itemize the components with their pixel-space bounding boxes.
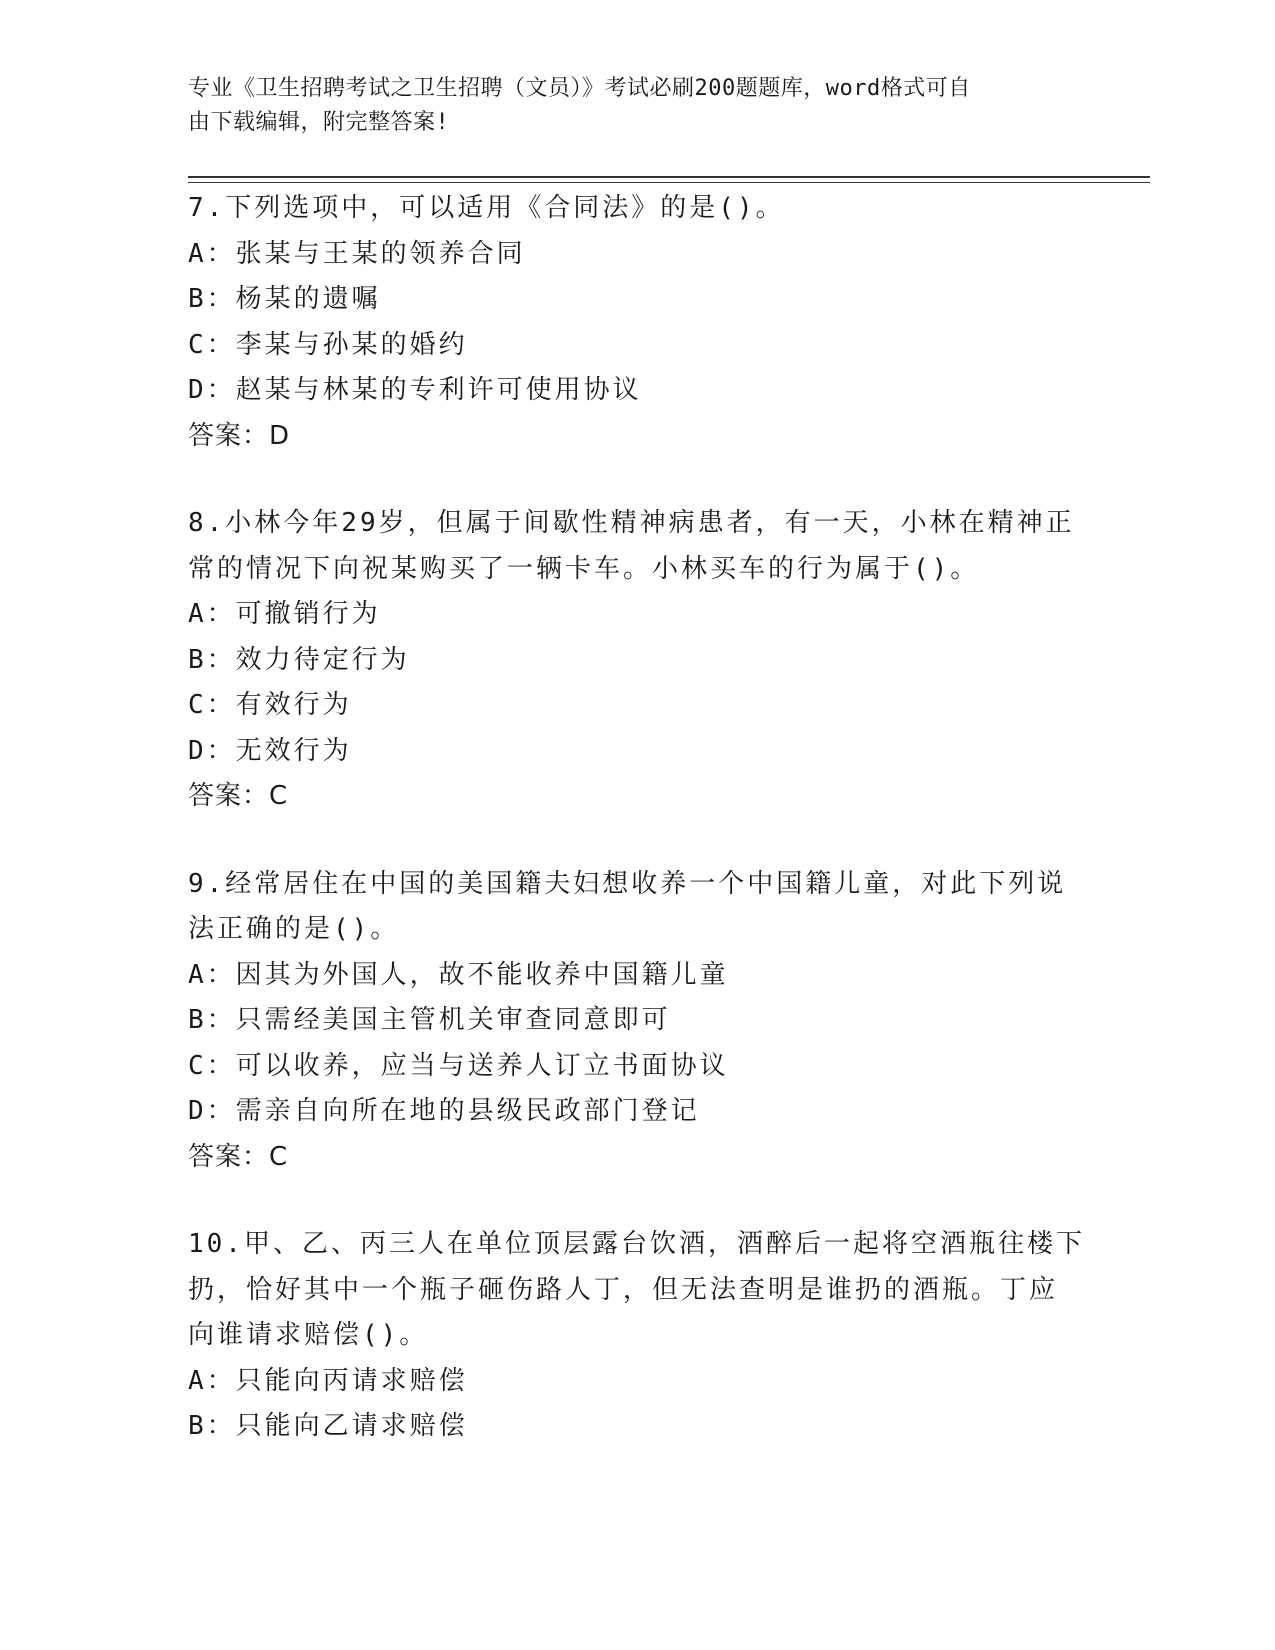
question-option: B：效力待定行为: [188, 644, 410, 675]
question-option: A：可撤销行为: [188, 599, 381, 629]
question-option: A：张某与王某的领养合同: [188, 238, 526, 269]
question-stem-line: 向谁请求赔偿()。: [188, 1320, 429, 1350]
question-stem-line: 9.经常居住在中国的美国籍夫妇想收养一个中国籍儿童，对此下列说: [188, 868, 1067, 899]
question-stem-line: 常的情况下向祝某购买了一辆卡车。小林买车的行为属于()。: [188, 553, 980, 584]
question-block: [188, 501, 1075, 820]
question-option: A：因其为外国人，故不能收养中国籍儿童: [188, 959, 729, 990]
question-block: [188, 862, 1068, 1181]
question-option: C：可以收养，应当与送养人订立书面协议: [188, 1050, 729, 1081]
question-option: B：只能向乙请求赔偿: [188, 1411, 468, 1441]
question-option: A：只能向丙请求赔偿: [188, 1365, 468, 1396]
question-option: D：赵某与林某的专利许可使用协议: [188, 375, 642, 405]
question-stem-line: 法正确的是()。: [188, 914, 400, 944]
question-option: D：需亲自向所在地的县级民政部门登记: [188, 1096, 700, 1126]
question-option: B：只需经美国主管机关审查同意即可: [188, 1005, 671, 1035]
question-option: C：李某与孙某的婚约: [188, 329, 468, 360]
question-block: [188, 1222, 1085, 1450]
header-line-1: 专业《卫生招聘考试之卫生招聘（文员）》考试必刷200题题库，word格式可自: [188, 76, 971, 101]
header-line-2: 由下载编辑，附完整答案!: [188, 110, 450, 135]
question-option: C：有效行为: [188, 690, 352, 720]
question-option: B：杨某的遗嘱: [188, 284, 381, 314]
question-stem-line: 10.甲、乙、丙三人在单位顶层露台饮酒，酒醉后一起将空酒瓶往楼下: [188, 1229, 1085, 1259]
question-answer: 答案：C: [188, 781, 289, 811]
question-option: D：无效行为: [188, 735, 352, 766]
question-stem-line: 7.下列选项中，可以适用《合同法》的是()。: [188, 193, 785, 223]
header-divider: [188, 176, 1150, 178]
question-stem-line: 扔，恰好其中一个瓶子砸伤路人丁，但无法查明是谁扔的酒瓶。丁应: [188, 1274, 1059, 1305]
question-list: [188, 186, 1085, 1492]
question-stem-line: 8.小林今年29岁，但属于间歇性精神病患者，有一天，小林在精神正: [188, 508, 1075, 538]
header-divider-thin: [188, 182, 1150, 183]
document-header: [188, 72, 1088, 140]
question-answer: 答案：D: [188, 420, 291, 451]
question-answer: 答案：C: [188, 1141, 289, 1172]
question-block: [188, 186, 1068, 459]
